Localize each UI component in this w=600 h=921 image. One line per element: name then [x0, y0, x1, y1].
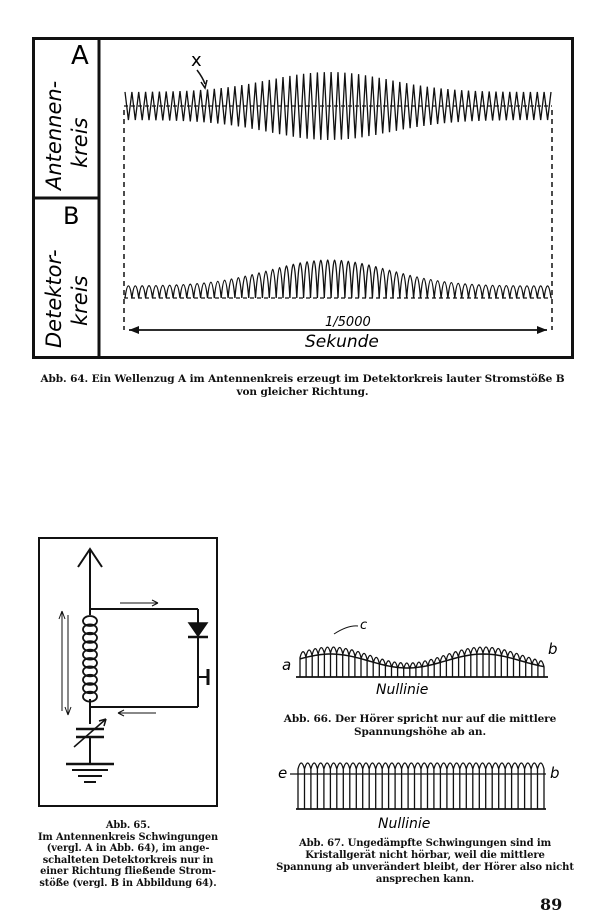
figure-65: [38, 537, 218, 807]
circuit-diagram: [40, 539, 216, 805]
caption-65-line-2: Im Antennenkreis Schwingungen: [37, 831, 219, 843]
side-a-line-1: Antennen-: [42, 80, 66, 190]
waveform-detector: [125, 260, 551, 298]
pulse-waveform-67: [298, 763, 544, 809]
ground-icon: [66, 764, 114, 782]
time-unit: Sekunde: [305, 332, 379, 352]
side-a-line-2: kreis: [68, 117, 92, 168]
caption-65-line-1: Abb. 65.: [105, 820, 151, 831]
marker-x: x: [191, 50, 202, 71]
label-a: A: [71, 41, 89, 71]
figure-64: [32, 37, 574, 359]
label-b-66: b: [548, 640, 558, 658]
caption-figure-65: [30, 820, 226, 889]
caption-65-line-4: schalteten Detektorkreis nur in: [42, 854, 214, 866]
figure-66-diagram: [276, 612, 576, 702]
caption-figure-64: Abb. 64. Ein Wellenzug A im Antennenkreis erzeugt im Detektorkreis lauter Stromstöße B von gleicher Richtung.: [40, 373, 565, 398]
side-label-antennenkreis: [42, 81, 92, 192]
side-label-detektorkreis: [42, 249, 92, 348]
label-b-67: b: [550, 764, 560, 782]
time-value: 1/5000: [325, 315, 371, 330]
coil-icon: [83, 616, 97, 702]
caption-65-line-5: einer Richtung fließende Strom-: [40, 866, 216, 877]
figure-66: [276, 612, 576, 702]
baseline-label-66: Nullinie: [376, 682, 429, 698]
diode-icon: [189, 623, 207, 636]
figure-67-diagram: [276, 752, 576, 832]
baseline-label-67: Nullinie: [378, 816, 431, 832]
side-b-line-2: kreis: [68, 275, 92, 326]
caption-figure-67: Abb. 67. Ungedämpfte Schwingungen sind im Kristallgerät nicht hörbar, weil die mittlere Spannung ab unverändert bleibt, der Hörer also nicht ansprechen kann.: [276, 838, 574, 885]
figure-67: [276, 752, 576, 832]
figure-64-diagram: [35, 40, 571, 356]
label-c-66: c: [360, 618, 368, 633]
pulse-waveform-66: [300, 647, 544, 677]
label-a-66: a: [282, 656, 292, 674]
caption-65-line-3: (vergl. A in Abb. 64), im ange-: [46, 843, 210, 854]
label-a-67: e: [278, 764, 288, 782]
caption-65-line-6: stöße (vergl. B in Abbildung 64).: [39, 877, 217, 889]
label-b: B: [63, 202, 80, 230]
caption-figure-66: Abb. 66. Der Hörer spricht nur auf die mittlere Spannungshöhe ab an.: [283, 713, 557, 738]
side-b-line-1: Detektor-: [42, 249, 66, 348]
page-number: 89: [540, 895, 563, 914]
